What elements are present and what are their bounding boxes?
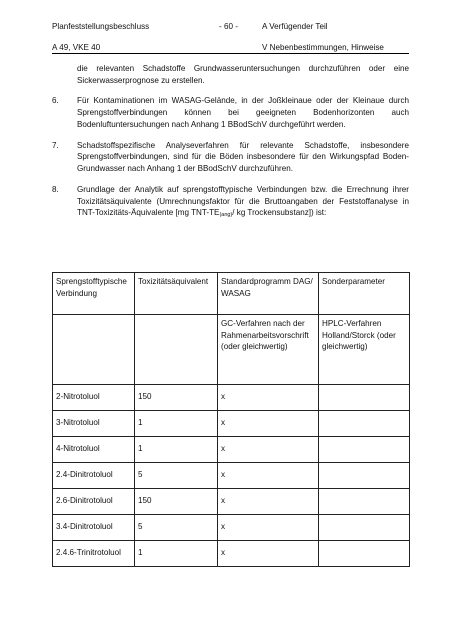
compound-table: [52, 272, 410, 567]
standard-mark-cell: x: [218, 489, 319, 515]
tox-value-cell: 5: [135, 463, 218, 489]
special-mark-cell: [319, 515, 410, 541]
header-row-1: [52, 20, 409, 33]
compound-cell: 2.4.6-Trinitrotoluol: [53, 541, 135, 567]
table-row: [53, 411, 410, 437]
header-cell-compound: Sprengstofftypische Verbindung: [53, 273, 135, 315]
list-item-text: Für Kontaminationen im WASAG-Gelände, in der Joßkleinaue oder der Kleinaue durch Sprengstoffverbindungen können bei geeigneten Bodenhorizonten auch Bodenluftuntersuchungen nach Anhang 1 BBodSchV durchgeführt werden.: [77, 96, 409, 129]
list-item-text: [77, 184, 409, 219]
compound-cell: 2.6-Dinitrotoluol: [53, 489, 135, 515]
header-divider: [52, 53, 409, 54]
standard-mark-cell: x: [218, 515, 319, 541]
list-item: [52, 95, 409, 130]
list-item-number: 7.: [52, 140, 59, 150]
special-mark-cell: [319, 463, 410, 489]
header-cell-standard: Standardprogramm DAG/ WASAG: [218, 273, 319, 315]
standard-mark-cell: x: [218, 541, 319, 567]
compound-cell: 3.4-Dinitrotoluol: [53, 515, 135, 541]
compound-cell: 2.4-Dinitrotoluol: [53, 463, 135, 489]
subheader-cell-special: HPLC-Verfahren Holland/Storck (oder gleichwertig): [319, 315, 410, 385]
table-row: [53, 463, 410, 489]
table-row: [53, 385, 410, 411]
header-cell-tox: Toxizitätsäquivalent: [135, 273, 218, 315]
header-cell-special: Sonderparameter: [319, 273, 410, 315]
table-row: [53, 489, 410, 515]
section-chapter: V Nebenbestimmungen, Hinweise: [262, 43, 384, 52]
tox-value-cell: 5: [135, 515, 218, 541]
list-item: [52, 184, 409, 219]
list-item-text-part: Grundlage der Analytik auf sprengstofftypische Verbindungen bzw. die Errechnung ihrer Toxizitätsäquivalente (Umrechnungsfaktor für die Bruttoangaben der Feststoffanalyse in TNT-Toxizitäts-Äquivalente [mg TNT-TE: [77, 184, 409, 218]
unit-subscript: (ang): [219, 212, 233, 219]
tox-value-cell: 1: [135, 541, 218, 567]
special-mark-cell: [319, 489, 410, 515]
standard-mark-cell: x: [218, 411, 319, 437]
standard-mark-cell: x: [218, 437, 319, 463]
table-row: [53, 437, 410, 463]
table-header-row: [53, 273, 410, 315]
compound-cell: 2-Nitrotoluol: [53, 385, 135, 411]
table-row: [53, 541, 410, 567]
section-part: A Verfügender Teil: [262, 22, 328, 31]
continuation-paragraph: die relevanten Schadstoffe Grundwasseruntersuchungen durchzuführen oder eine Sickerwasserprognose zu erstellen.: [77, 64, 409, 85]
special-mark-cell: [319, 411, 410, 437]
page-header: [52, 20, 409, 54]
tox-value-cell: 150: [135, 489, 218, 515]
compound-cell: 3-Nitrotoluol: [53, 411, 135, 437]
document-title: Planfeststellungsbeschluss: [52, 22, 150, 31]
special-mark-cell: [319, 541, 410, 567]
list-item-number: 8.: [52, 184, 59, 194]
document-body: [52, 63, 409, 228]
list-item: [52, 140, 409, 175]
list-item-text-part: / kg Trockensubstanz]) ist:: [232, 208, 327, 218]
tox-value-cell: 1: [135, 411, 218, 437]
subheader-cell-standard: GC-Verfahren nach der Rahmenarbeitsvorschrift (oder gleichwertig): [218, 315, 319, 385]
table-subheader-row: [53, 315, 410, 385]
special-mark-cell: [319, 437, 410, 463]
special-mark-cell: [319, 385, 410, 411]
list-item-number: 6.: [52, 96, 59, 106]
project-reference: A 49, VKE 40: [52, 43, 101, 52]
standard-mark-cell: x: [218, 385, 319, 411]
table-row: [53, 515, 410, 541]
page-number: - 60 -: [219, 22, 238, 31]
tox-value-cell: 1: [135, 437, 218, 463]
compound-cell: 4-Nitrotoluol: [53, 437, 135, 463]
standard-mark-cell: x: [218, 463, 319, 489]
list-item-text: Schadstoffspezifische Analyseverfahren für relevante Schadstoffe, insbesondere Sprengstoffverbindungen, sind für die Böden insbesondere für den Wirkungspfad Boden-Grundwasser nach Anhang 1 der BBodSchV durchzuführen.: [77, 140, 409, 174]
tox-value-cell: 150: [135, 385, 218, 411]
